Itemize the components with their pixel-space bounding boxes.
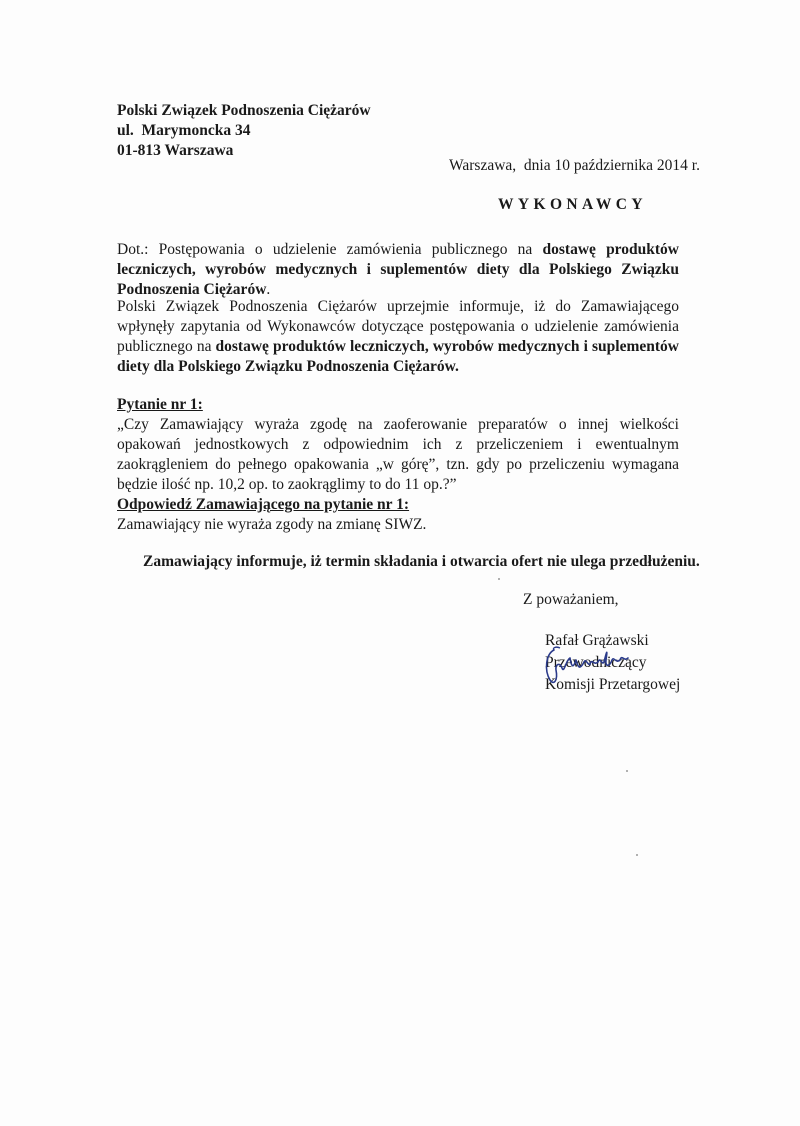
paper-speck — [626, 770, 628, 772]
intro-bold: dostawę produktów leczniczych, wyrobów medycznych i suplementów diety dla Polskiego Związku Podnoszenia Ciężarów. — [117, 338, 679, 375]
subject-paragraph — [117, 240, 679, 300]
date-line: Warszawa, dnia 10 października 2014 r. — [449, 157, 700, 174]
subject-bold: dostawę produktów leczniczych, wyrobów medycznych i suplementów diety dla Polskiego Związku Podnoszenia Ciężarów — [117, 241, 680, 298]
regards-line: Z poważaniem, — [523, 591, 619, 608]
subject-suffix: . — [266, 281, 271, 298]
question-text: „Czy Zamawiający wyraża zgodę na zaoferowanie preparatów o innej wielkości opakowań jednostkowych z odpowiednim ich z przeliczeniem i ewentualnym zaokrągleniem do pełnego opakowania „w górę”, tzn. gdy po przeliczeniu wymagana będzie ilość np. 10,2 op. to zaokrąglimy to do 11 op.?” — [117, 416, 679, 493]
signer-role: Przewodniczący — [545, 654, 647, 671]
intro-text: Polski Związek Podnoszenia Ciężarów uprzejmie informuje, iż do Zamawiającego wpłynęły zapytania od Wykonawców dotyczące postępowania o udzielenie zamówienia publicznego na — [117, 298, 679, 355]
paper-speck — [636, 854, 638, 856]
signer-name: Rafał Grążawski — [545, 632, 649, 649]
question-heading: Pytanie nr 1: — [117, 396, 203, 413]
sender-name: Polski Związek Podnoszenia Ciężarów — [117, 102, 371, 119]
answer-heading: Odpowiedź Zamawiającego na pytanie nr 1: — [117, 496, 410, 513]
paper-speck — [498, 578, 500, 580]
sender-street: ul. Marymoncka 34 — [117, 122, 251, 139]
recipients-heading: WYKONAWCY — [498, 196, 647, 213]
subject-prefix: Dot.: Postępowania o udzielenie zamówienia publicznego na — [117, 241, 543, 258]
signer-committee: Komisji Przetargowej — [545, 676, 681, 693]
answer-text: Zamawiający nie wyraża zgody na zmianę SIWZ. — [117, 516, 427, 533]
intro-paragraph — [117, 297, 679, 377]
sender-address — [117, 101, 371, 161]
closing-statement: Zamawiający informuje, iż termin składania i otwarcia ofert nie ulega przedłużeniu. — [143, 553, 700, 570]
sender-city: 01-813 Warszawa — [117, 142, 234, 159]
question-answer-block — [117, 395, 679, 535]
handwritten-signature — [540, 640, 635, 688]
